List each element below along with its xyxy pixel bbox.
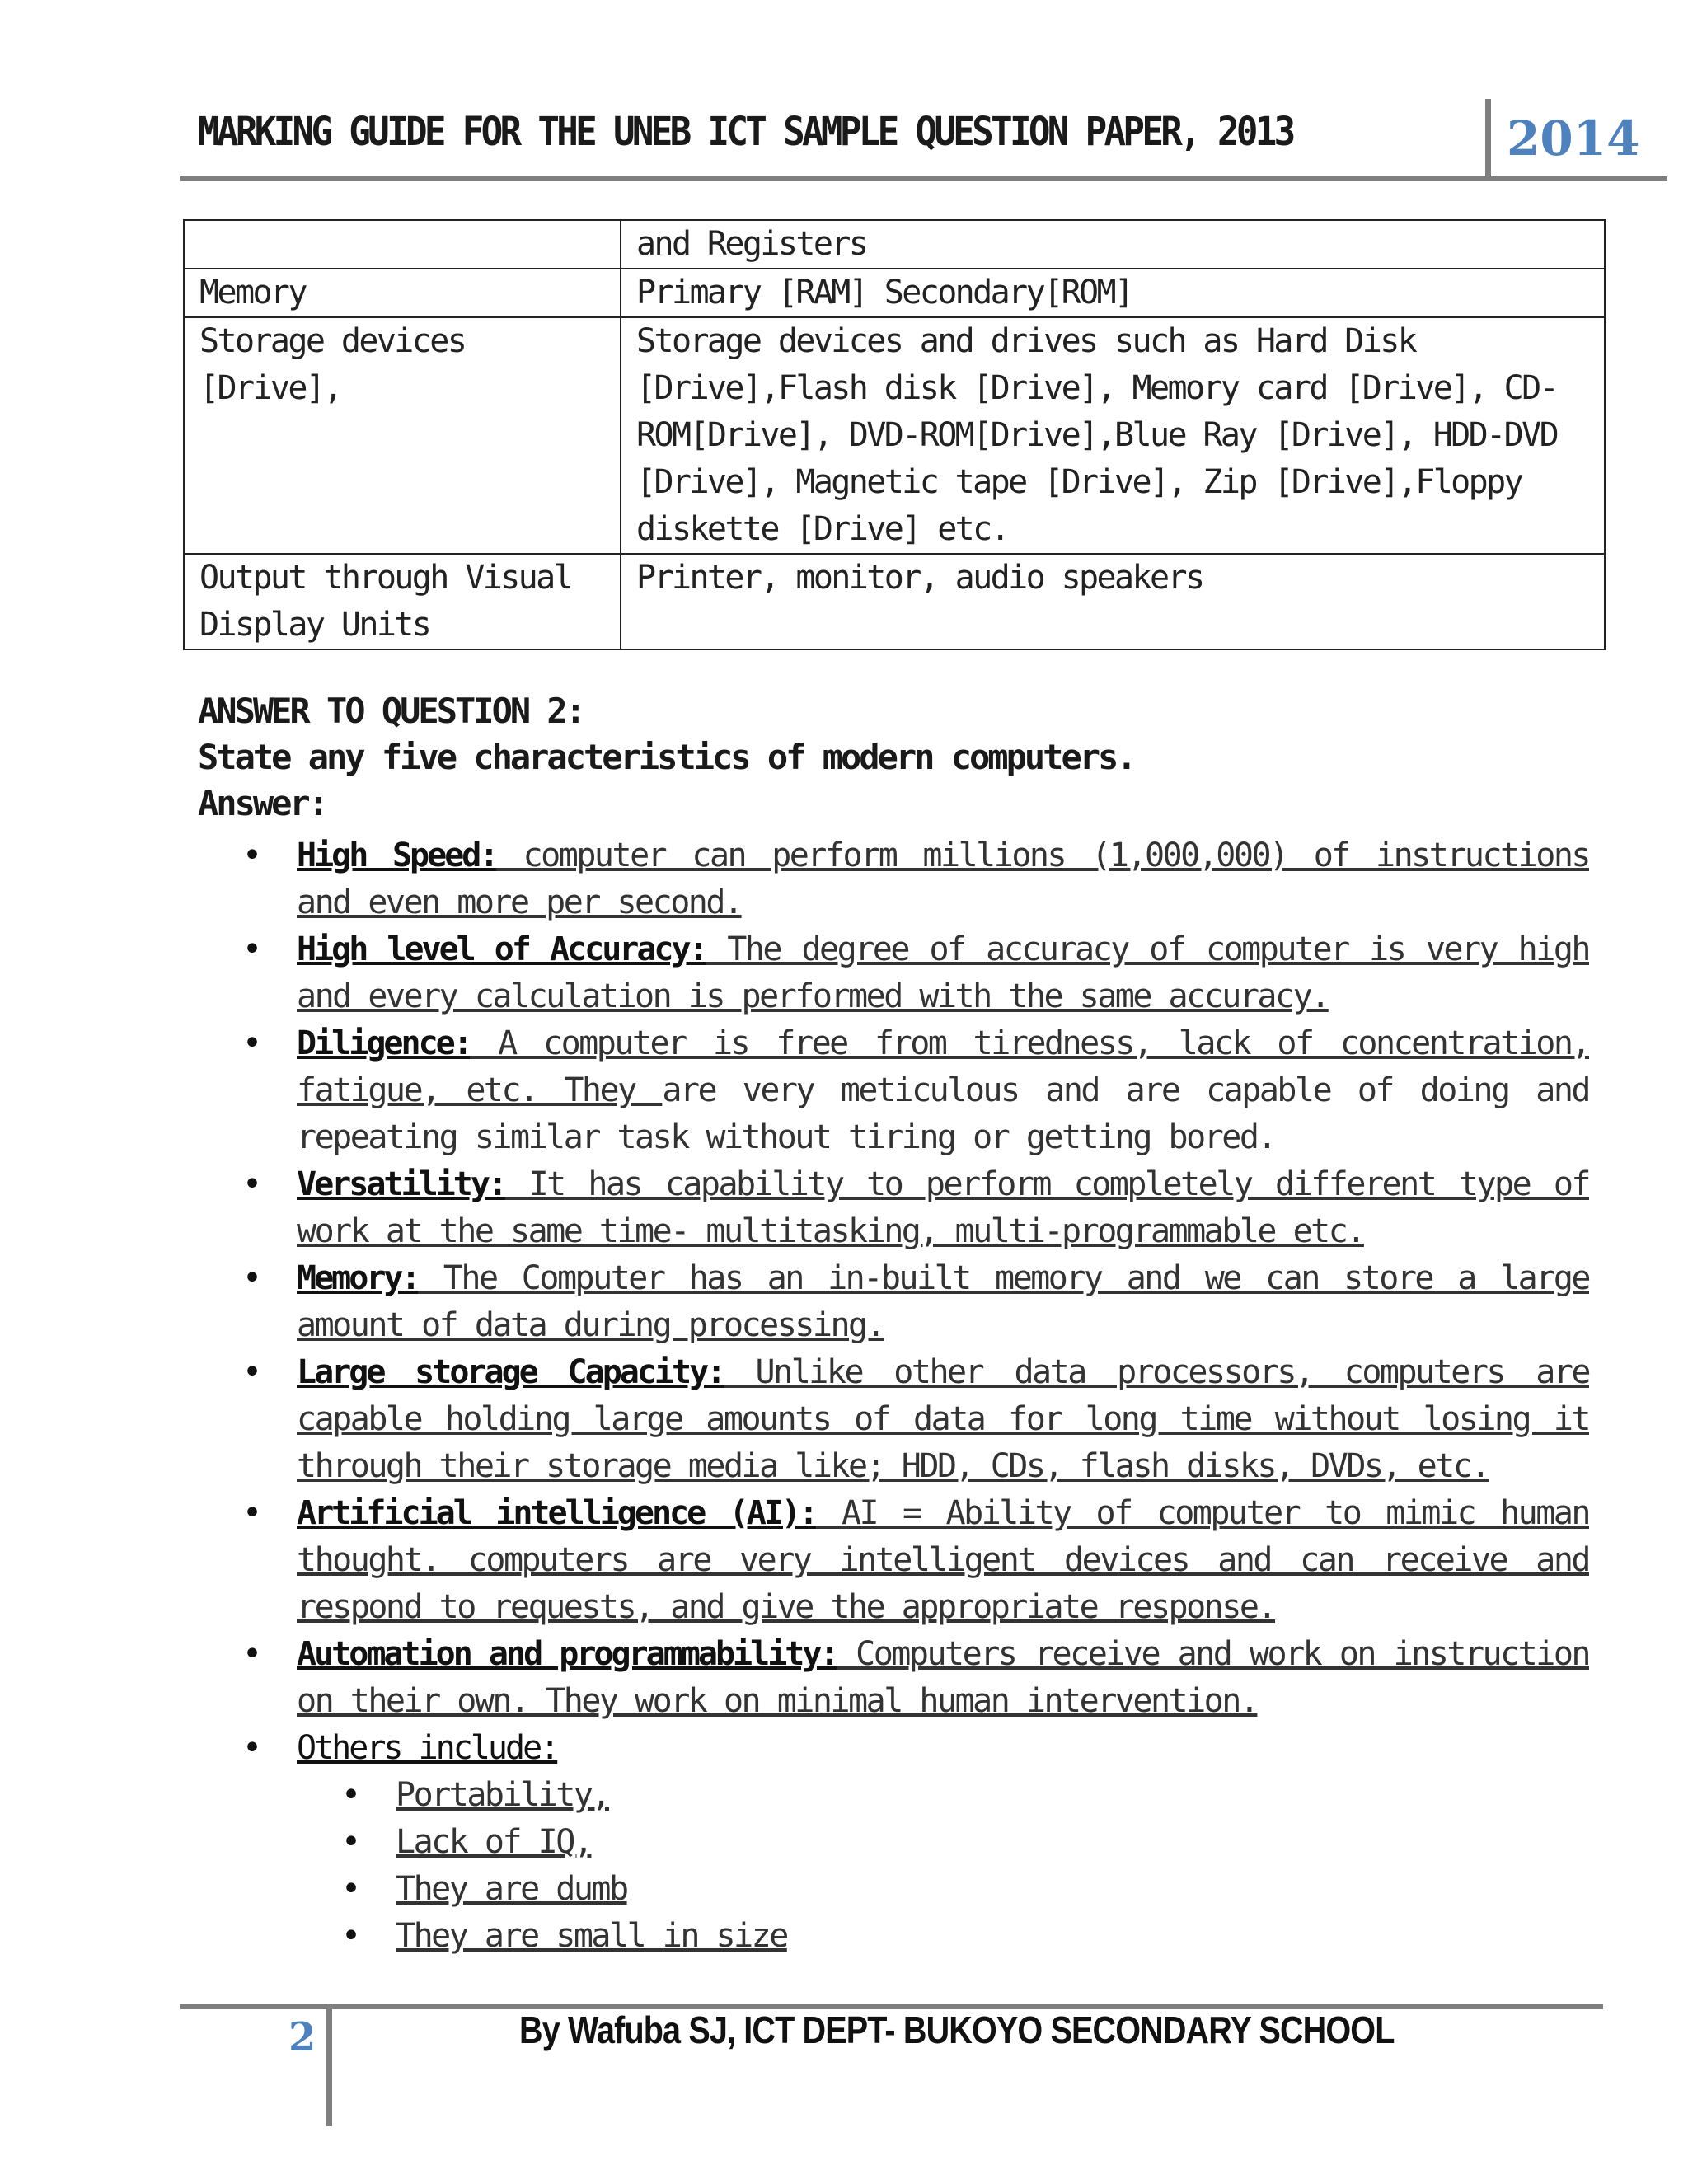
item-term: High level of Accuracy: [297, 930, 706, 968]
question-heading: ANSWER TO QUESTION 2: [198, 691, 584, 731]
table-row [184, 269, 1605, 317]
list-item [198, 926, 1589, 1020]
item-text: The Computer has an in-built memory and we can store a large amount of data during processing. [297, 1259, 1589, 1344]
item-text: The degree of accuracy of computer is very high and every calculation is performed with the same accuracy. [297, 930, 1590, 1015]
sub-list-item: • They are dumb [198, 1866, 1589, 1913]
list-item [198, 1490, 1589, 1631]
table-cell-label: Output through Visual Display Units [184, 554, 621, 649]
others-list [198, 1772, 1589, 1960]
item-term: Others include: [297, 1729, 558, 1767]
table-cell-value: Primary [RAM] Secondary[ROM] [621, 269, 1605, 317]
table-cell-label: Storage devices [Drive], [184, 317, 621, 554]
question-prompt: State any five characteristics of modern computers. [198, 737, 1135, 777]
item-term: Artificial intelligence (AI): [297, 1494, 817, 1532]
sub-list-item: • Portability, [198, 1772, 1589, 1819]
list-item [198, 1255, 1589, 1349]
list-item [198, 1631, 1589, 1725]
header-rule [180, 176, 1667, 181]
item-term: Memory: [297, 1259, 419, 1297]
item-text: It has capability to perform completely different type of work at the same time- multitasking, multi-programmable etc. [297, 1165, 1589, 1250]
footer-author: By Wafuba SJ, ICT DEPT- BUKOYO SECONDARY SCHOOL [519, 2008, 1395, 2051]
hardware-table [183, 219, 1606, 650]
table-row [184, 317, 1605, 554]
list-item [198, 1020, 1589, 1161]
table-cell-value: Printer, monitor, audio speakers [621, 554, 1605, 649]
item-text: are very meticulous and are capable of doing and repeating similar task without tiring or getting bored. [297, 1071, 1590, 1156]
list-item [198, 1161, 1589, 1255]
table-row [184, 554, 1605, 649]
page-header-title: MARKING GUIDE FOR THE UNEB ICT SAMPLE QUESTION PAPER, 2013 [198, 109, 1293, 155]
table-cell-value: Storage devices and drives such as Hard Disk [Drive],Flash disk [Drive], Memory card [Drive], CD-ROM[Drive], DVD-ROM[Drive],Blue Ray [Drive], HDD-DVD [Drive], Magnetic tape [Drive], Zip [Drive],Floppy diskette [Drive] etc. [621, 317, 1605, 554]
item-term: High Speed: [297, 837, 497, 874]
item-term: Large storage Capacity: [297, 1353, 724, 1391]
item-term: Versatility: [297, 1165, 505, 1203]
item-text-underlined: A computer is free from tiredness, lack of concentration, fatigue, etc. They [297, 1024, 1589, 1109]
list-item [198, 1725, 1589, 1960]
sub-list-item: • They are small in size [198, 1913, 1589, 1960]
item-term: Diligence: [297, 1024, 471, 1062]
table-cell-label: Memory [184, 269, 621, 317]
item-text: computer can perform millions (1,000,000) of instructions and even more per second. [297, 837, 1589, 921]
item-text: Unlike other data processors, computers are capable holding large amounts of data for long time without losing it through their storage media like; HDD, CDs, flash disks, DVDs, etc. [297, 1353, 1589, 1485]
sub-list-item: • Lack of IQ, [198, 1819, 1589, 1866]
header-year: 2014 [1507, 110, 1640, 166]
item-term: Automation and programmability: [297, 1635, 837, 1673]
page-number: 2 [288, 2014, 316, 2060]
answer-label: Answer: [198, 783, 327, 823]
item-text: Computers receive and work on instruction on their own. They work on minimal human intervention. [297, 1635, 1589, 1720]
item-text: AI = Ability of computer to mimic human thought. computers are very intelligent devices and can receive and respond to requests, and give the appropriate response. [297, 1494, 1589, 1626]
list-item [198, 1349, 1589, 1490]
list-item [198, 832, 1589, 926]
table-cell-value: and Registers [621, 220, 1605, 269]
header-divider [1485, 99, 1491, 178]
footer-divider [326, 2004, 332, 2126]
table-cell-label [184, 220, 621, 269]
table-row [184, 220, 1605, 269]
characteristics-list [198, 832, 1589, 1960]
